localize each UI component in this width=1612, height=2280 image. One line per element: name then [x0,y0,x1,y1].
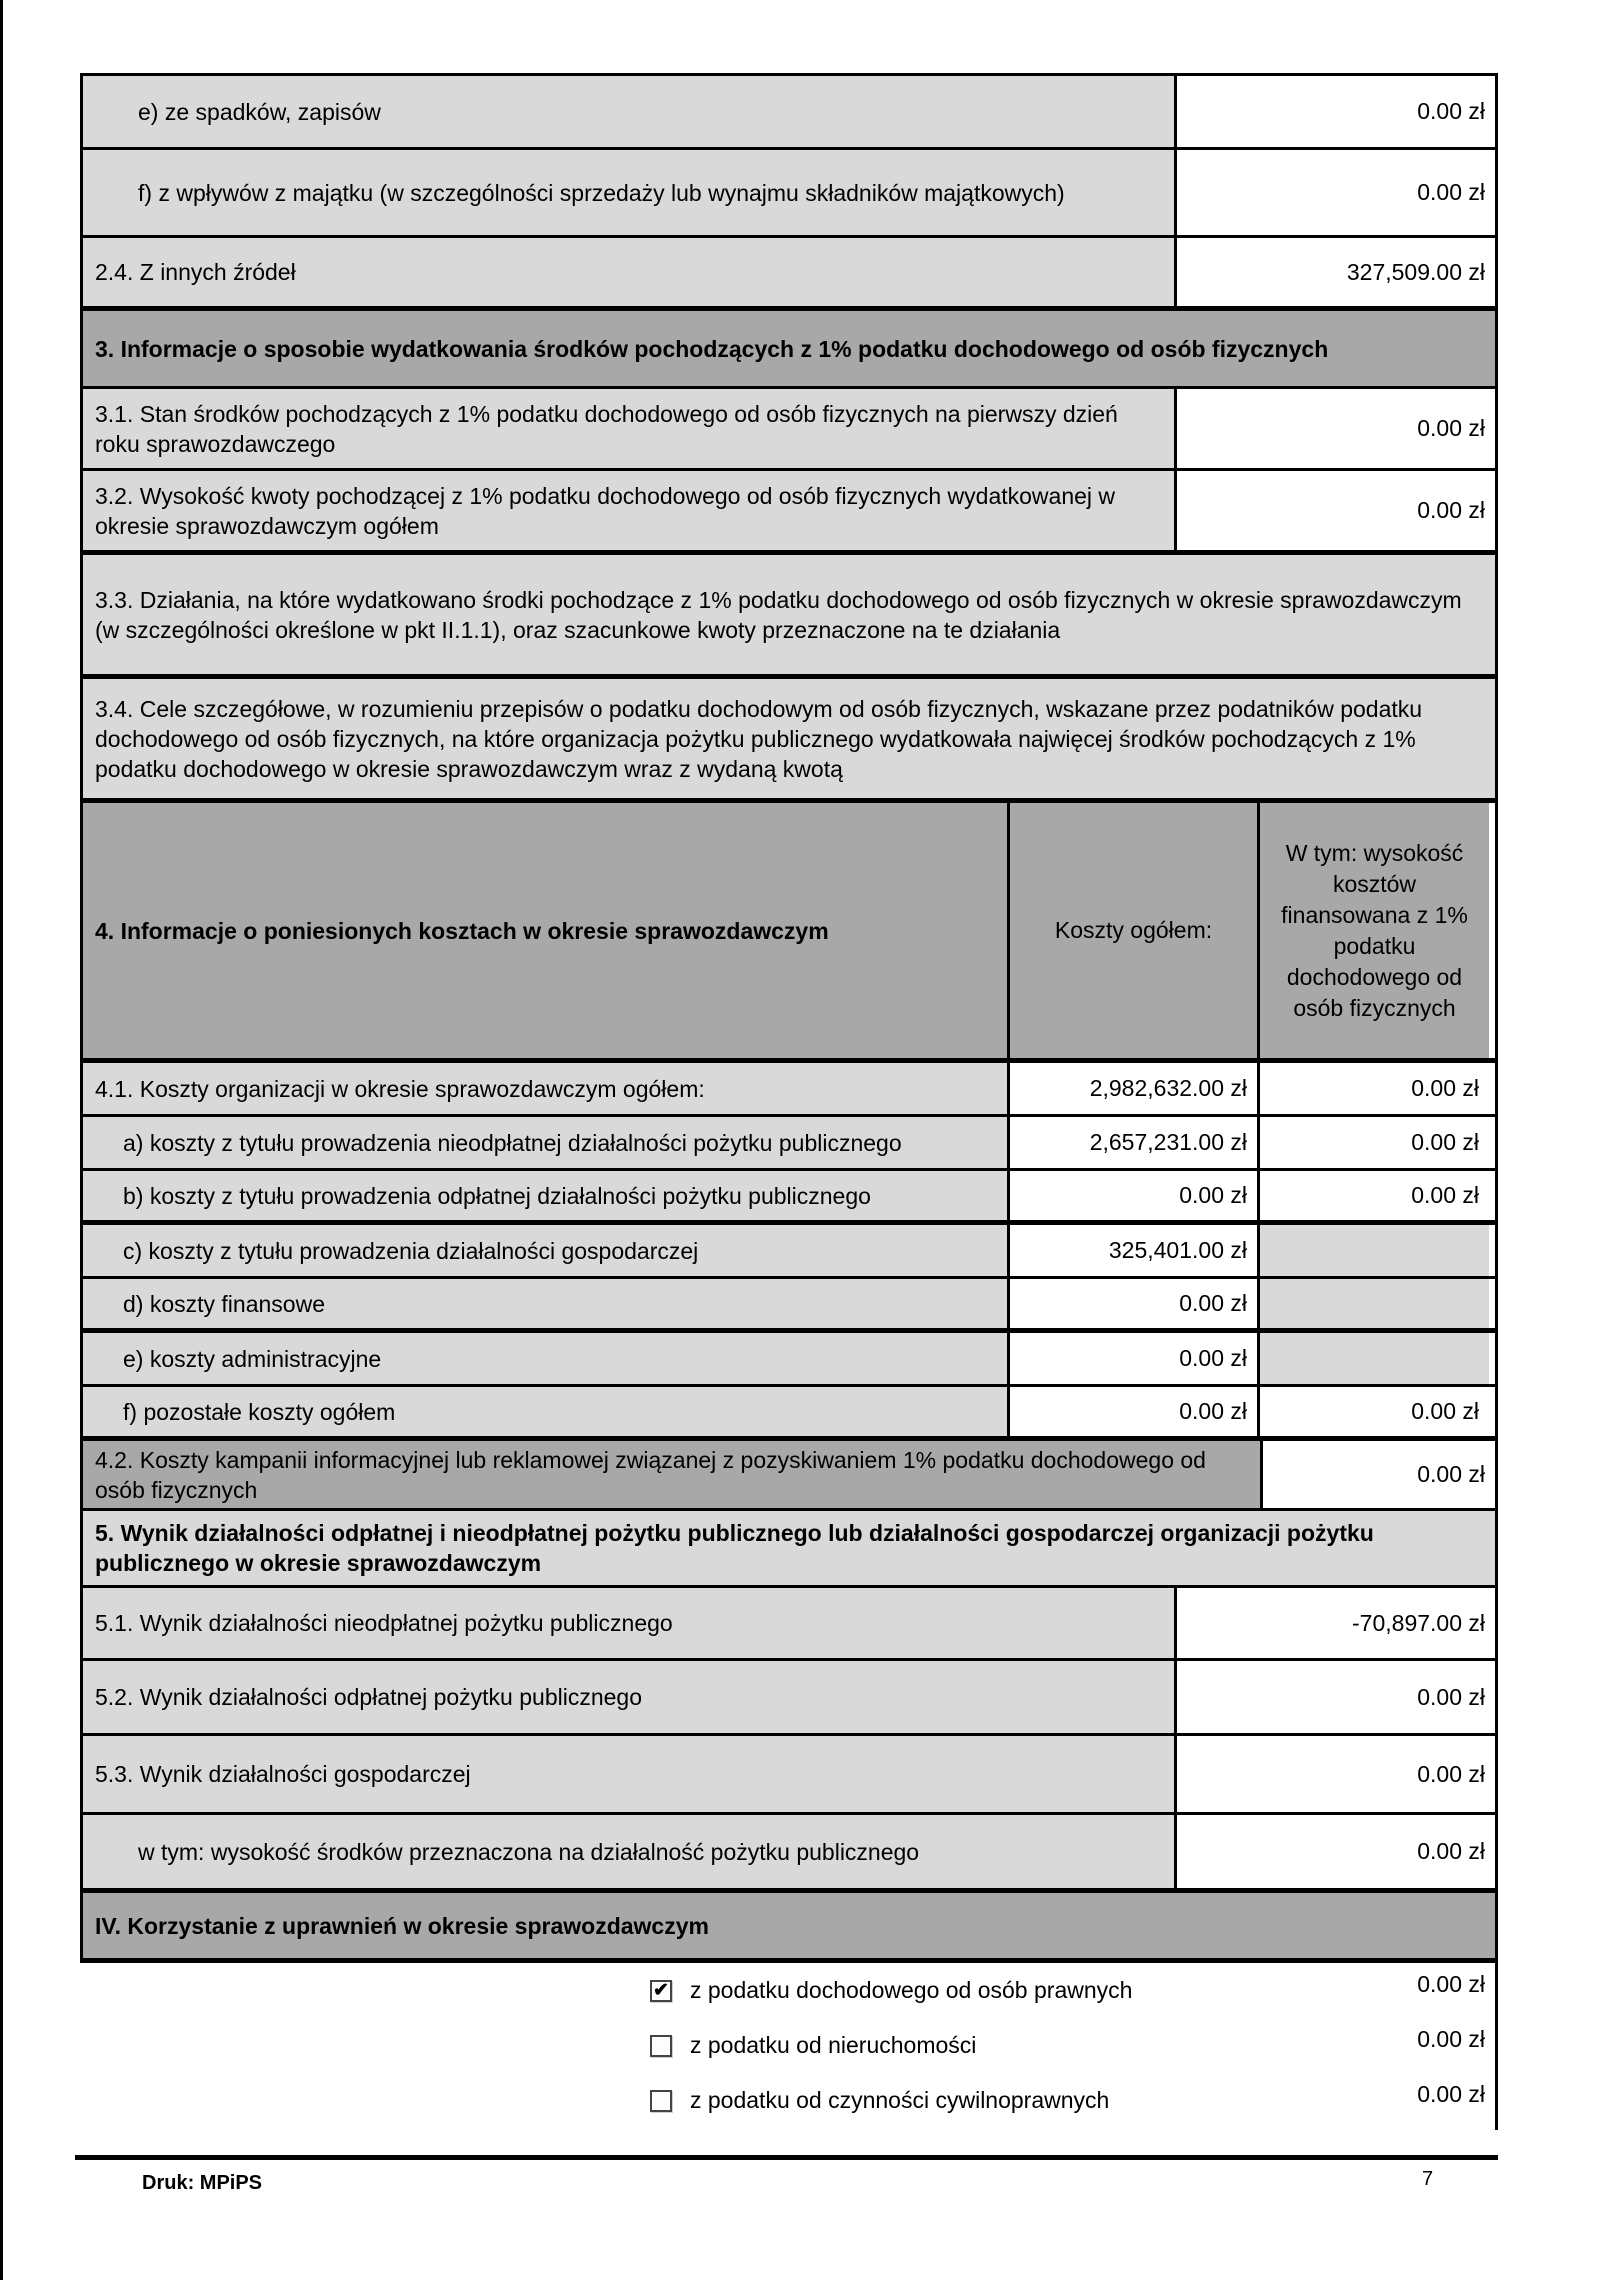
row-4-1e-total: 0.00 zł [1010,1333,1260,1384]
row-4-1-1pct: 0.00 zł [1260,1063,1489,1114]
row-2-4-other-sources [83,238,1495,311]
row-4-1d [83,1279,1495,1333]
row-4-1b-total: 0.00 zł [1010,1171,1260,1220]
privilege-label-civil-law-transactions-tax: z podatku od czynności cywilnoprawnych [690,2087,1110,2113]
row-4-1e-label: e) koszty administracyjne [83,1333,1010,1384]
row-4-1a [83,1117,1495,1171]
row-5-2-label: 5.2. Wynik działalności odpłatnej pożytku publicznego [83,1661,1177,1733]
row-4-1c-total: 325,401.00 zł [1010,1225,1260,1276]
privilege-row-property-tax [80,2018,1495,2073]
row-3-1 [83,389,1495,471]
section-iv-header [83,1893,1495,1963]
row-4-1a-total: 2,657,231.00 zł [1010,1117,1260,1168]
row-4-1d-1pct-blank [1260,1279,1489,1328]
row-4-2-label: 4.2. Koszty kampanii informacyjnej lub reklamowej związanej z pozyskiwaniem 1% podatku dochodowego od osób fizycznych [83,1441,1263,1508]
privilege-value-civil-law-transactions-tax: 0.00 zł [1417,2081,1485,2107]
row-4-1c-1pct-blank [1260,1225,1489,1276]
section-3-header-text: 3. Informacje o sposobie wydatkowania środków pochodzących z 1% podatku dochodowego od osób fizycznych [83,311,1495,386]
row-f-assets-value: 0.00 zł [1177,150,1495,235]
row-4-1f-label: f) pozostałe koszty ogółem [83,1387,1010,1436]
privilege-row-corporate-income-tax [80,1963,1495,2018]
row-5-3-value: 0.00 zł [1177,1736,1495,1812]
row-3-4-label: 3.4. Cele szczegółowe, w rozumieniu przepisów o podatku dochodowym od osób fizycznych, wskazane przez podatników podatku dochodowego od osób fizycznych, na które organizacja pożytku publicznego wydatkowała najwięcej środków pochodzących z 1% podatku dochodowego w okresie sprawozdawczym wraz z wydaną kwotą [83,679,1495,798]
row-2-4-value: 327,509.00 zł [1177,238,1495,306]
row-5-1-label: 5.1. Wynik działalności nieodpłatnej pożytku publicznego [83,1588,1177,1658]
checkbox-property-tax[interactable] [650,2035,672,2057]
row-5-1-value: -70,897.00 zł [1177,1588,1495,1658]
row-5-3-wtym-value: 0.00 zł [1177,1815,1495,1888]
section-4-header [83,803,1495,1063]
checkbox-civil-law-transactions-tax[interactable] [650,2090,672,2112]
row-4-1f-total: 0.00 zł [1010,1387,1260,1436]
footer-rule [75,2155,1498,2160]
row-e-inheritances [83,76,1495,150]
privilege-label-corporate-income-tax: z podatku dochodowego od osób prawnych [690,1977,1133,2003]
row-4-1e [83,1333,1495,1387]
row-3-2 [83,471,1495,555]
row-4-1b [83,1171,1495,1225]
section-5-header-text: 5. Wynik działalności odpłatnej i nieodpłatnej pożytku publicznego lub działalności gospodarczej organizacji pożytku publicznego w okresie sprawozdawczym [83,1511,1495,1585]
row-4-1f [83,1387,1495,1441]
row-e-inheritances-label: e) ze spadków, zapisów [83,76,1177,147]
row-3-2-value: 0.00 zł [1177,471,1495,550]
row-4-1d-label: d) koszty finansowe [83,1279,1010,1328]
row-f-assets [83,150,1495,238]
row-2-4-label: 2.4. Z innych źródeł [83,238,1177,306]
section-4-header-text: 4. Informacje o poniesionych kosztach w okresie sprawozdawczym [83,803,1010,1058]
section-iv-header-text: IV. Korzystanie z uprawnień w okresie sprawozdawczym [83,1893,1495,1958]
row-5-3-wtym-label: w tym: wysokość środków przeznaczona na działalność pożytku publicznego [83,1815,1177,1888]
row-f-assets-label: f) z wpływów z majątku (w szczególności sprzedaży lub wynajmu składników majątkowych) [83,150,1177,235]
row-3-2-label: 3.2. Wysokość kwoty pochodzącej z 1% podatku dochodowego od osób fizycznych wydatkowanej w okresie sprawozdawczym ogółem [83,471,1177,550]
row-5-2 [83,1661,1495,1736]
privilege-value-property-tax: 0.00 zł [1417,2026,1485,2052]
row-5-3-wtym [83,1815,1495,1893]
page-left-edge-line [0,0,3,2280]
privilege-row-civil-law-transactions-tax [80,2073,1495,2128]
row-4-1a-1pct: 0.00 zł [1260,1117,1489,1168]
row-5-1 [83,1588,1495,1661]
row-3-4 [83,679,1495,803]
section-4-col-1pct-header: W tym: wysokość kosztów finansowana z 1% podatku dochodowego od osób fizycznych [1260,803,1489,1058]
section-3-header [83,311,1495,389]
report-table [80,73,1498,1963]
section-5-header [83,1511,1495,1588]
row-4-1b-1pct: 0.00 zł [1260,1171,1489,1220]
row-4-1d-total: 0.00 zł [1010,1279,1260,1328]
row-4-1-total: 2,982,632.00 zł [1010,1063,1260,1114]
row-4-1-label: 4.1. Koszty organizacji w okresie sprawozdawczym ogółem: [83,1063,1010,1114]
privilege-value-corporate-income-tax: 0.00 zł [1417,1971,1485,1997]
row-4-1b-label: b) koszty z tytułu prowadzenia odpłatnej działalności pożytku publicznego [83,1171,1010,1220]
row-4-1c-label: c) koszty z tytułu prowadzenia działalności gospodarczej [83,1225,1010,1276]
row-5-3-label: 5.3. Wynik działalności gospodarczej [83,1736,1177,1812]
row-e-inheritances-value: 0.00 zł [1177,76,1495,147]
row-5-2-value: 0.00 zł [1177,1661,1495,1733]
row-3-1-value: 0.00 zł [1177,389,1495,468]
checkbox-check-icon: ✔ [653,1980,669,2001]
privileges-section [80,1963,1498,2130]
row-4-1a-label: a) koszty z tytułu prowadzenia nieodpłatnej działalności pożytku publicznego [83,1117,1010,1168]
row-4-1f-1pct: 0.00 zł [1260,1387,1489,1436]
footer-page-number: 7 [1422,2168,1434,2190]
privilege-label-property-tax: z podatku od nieruchomości [690,2032,977,2058]
footer-print-label: Druk: MPiPS [142,2172,263,2194]
row-4-1e-1pct-blank [1260,1333,1489,1384]
row-5-3 [83,1736,1495,1815]
row-4-1 [83,1063,1495,1117]
section-4-col-total-header: Koszty ogółem: [1010,803,1260,1058]
row-4-1c [83,1225,1495,1279]
row-3-3-label: 3.3. Działania, na które wydatkowano środki pochodzące z 1% podatku dochodowego od osób fizycznych w okresie sprawozdawczym (w szczególności określone w pkt II.1.1), oraz szacunkowe kwoty przeznaczone na te działania [83,555,1495,674]
row-3-1-label: 3.1. Stan środków pochodzących z 1% podatku dochodowego od osób fizycznych na pierwszy dzień roku sprawozdawczego [83,389,1177,468]
row-4-2 [83,1441,1495,1511]
row-4-2-value: 0.00 zł [1263,1441,1495,1508]
row-3-3 [83,555,1495,679]
checkbox-corporate-income-tax[interactable] [650,1980,672,2002]
